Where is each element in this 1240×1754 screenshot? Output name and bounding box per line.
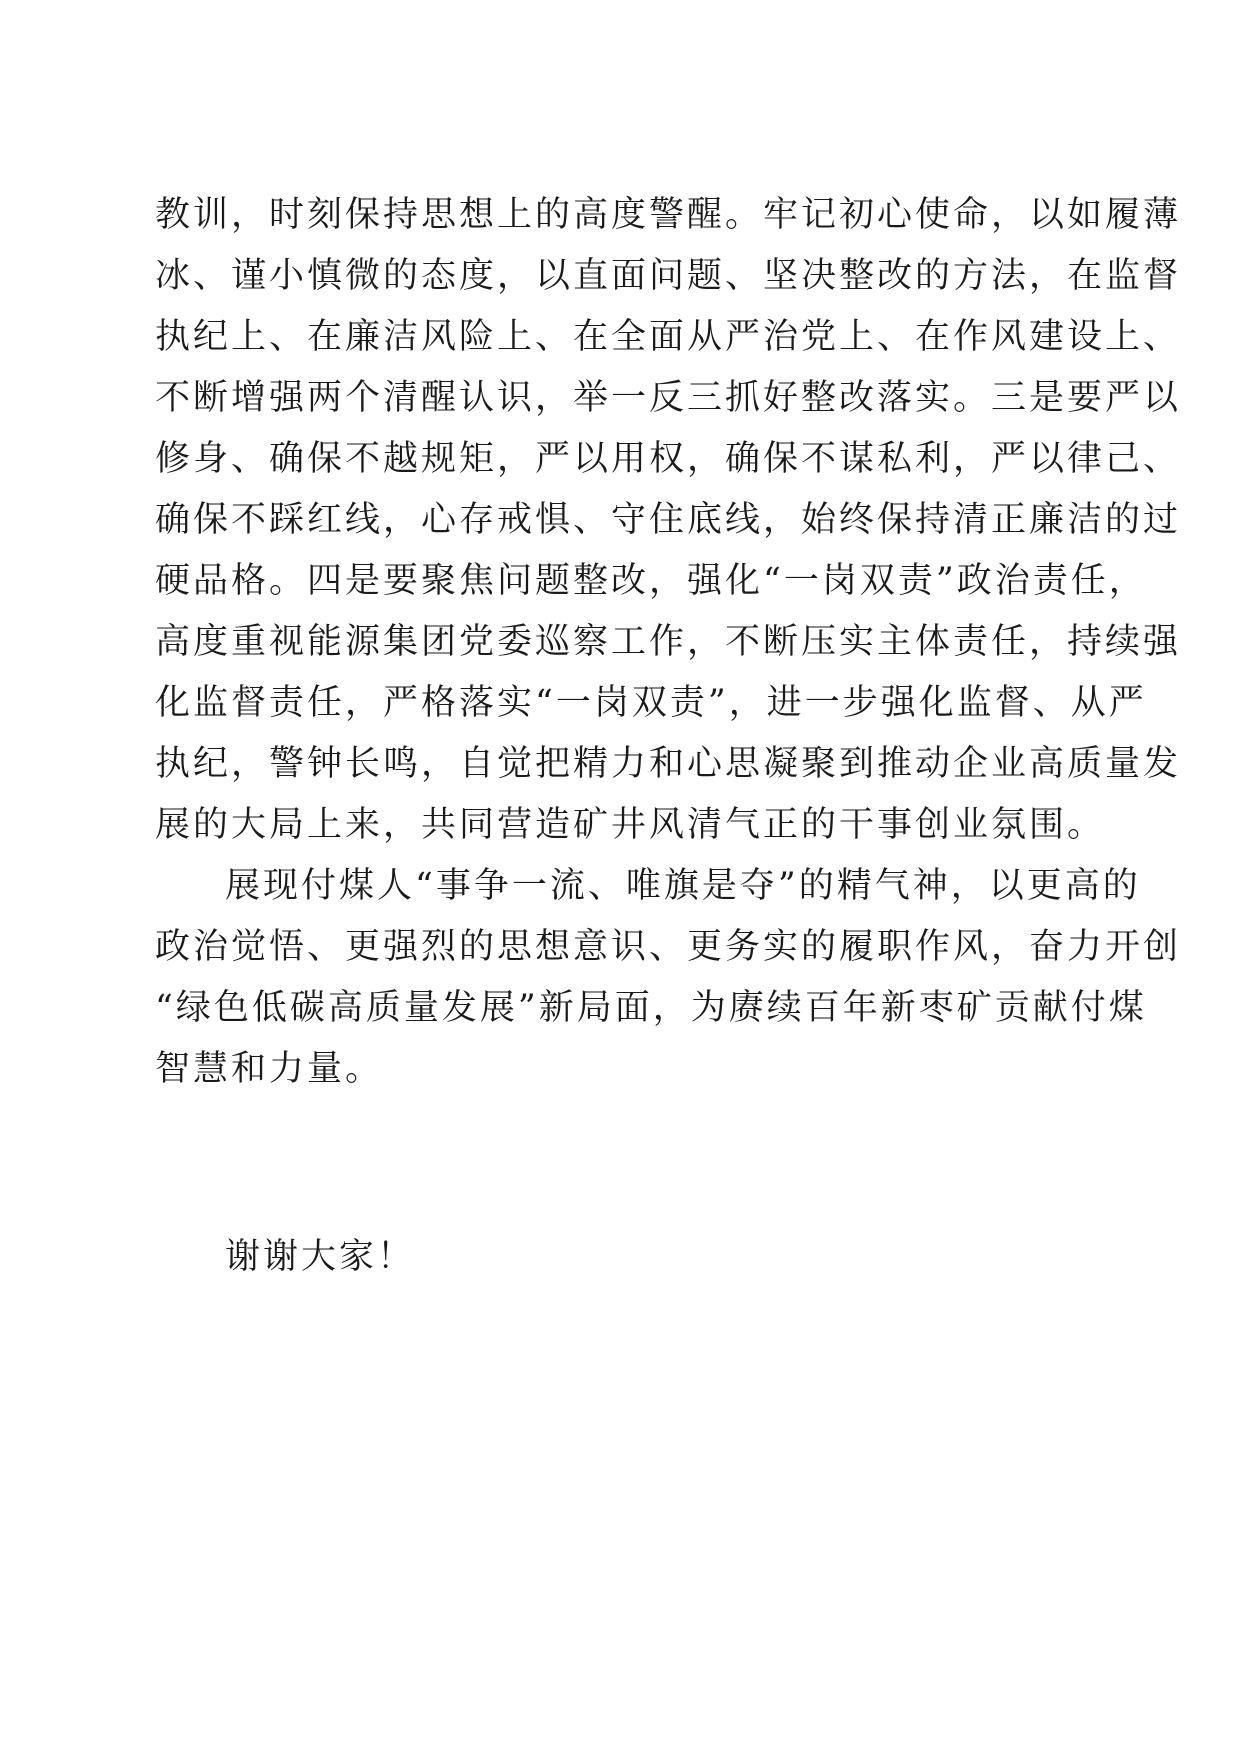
text-line: 政治觉悟、更强烈的思想意识、更务实的履职作风，奋力开创 (155, 927, 1182, 967)
text-line: 高度重视能源集团党委巡察工作，不断压实主体责任，持续强 (155, 622, 1182, 662)
text-line: 冰、谨小慎微的态度，以直面问题、坚决整改的方法，在监督 (155, 256, 1182, 296)
text-line: 化监督责任，严格落实“一岗双责”，进一步强化监督、从严 (155, 683, 1147, 723)
body-text (155, 185, 1182, 1100)
text-line: 确保不踩红线，心存戒惧、守住底线，始终保持清正廉洁的过 (155, 500, 1182, 540)
text-line: 教训，时刻保持思想上的高度警醒。牢记初心使命，以如履薄 (155, 195, 1182, 235)
text-line: 硬品格。四是要聚焦问题整改，强化“一岗双责”政治责任， (155, 561, 1147, 601)
text-line: 智慧和力量。 (155, 1049, 384, 1089)
text-line: 不断增强两个清醒认识，举一反三抓好整改落实。三是要严以 (155, 378, 1182, 418)
paragraph-1 (155, 185, 1182, 856)
text-line: 展现付煤人“事争一流、唯旗是夺”的精气神，以更高的 (225, 866, 1141, 906)
closing-remark: 谢谢大家！ (225, 1237, 416, 1277)
text-line: 展的大局上来，共同营造矿井风清气正的干事创业氛围。 (155, 805, 1106, 845)
paragraph-2 (155, 856, 1182, 1100)
text-line: 执纪，警钟长鸣，自觉把精力和心思凝聚到推动企业高质量发 (155, 744, 1182, 784)
text-line: 执纪上、在廉洁风险上、在全面从严治党上、在作风建设上、 (155, 317, 1182, 357)
text-line: “绿色低碳高质量发展”新局面，为赓续百年新枣矿贡献付煤 (155, 988, 1147, 1028)
text-line: 修身、确保不越规矩，严以用权，确保不谋私利，严以律己、 (155, 439, 1182, 479)
